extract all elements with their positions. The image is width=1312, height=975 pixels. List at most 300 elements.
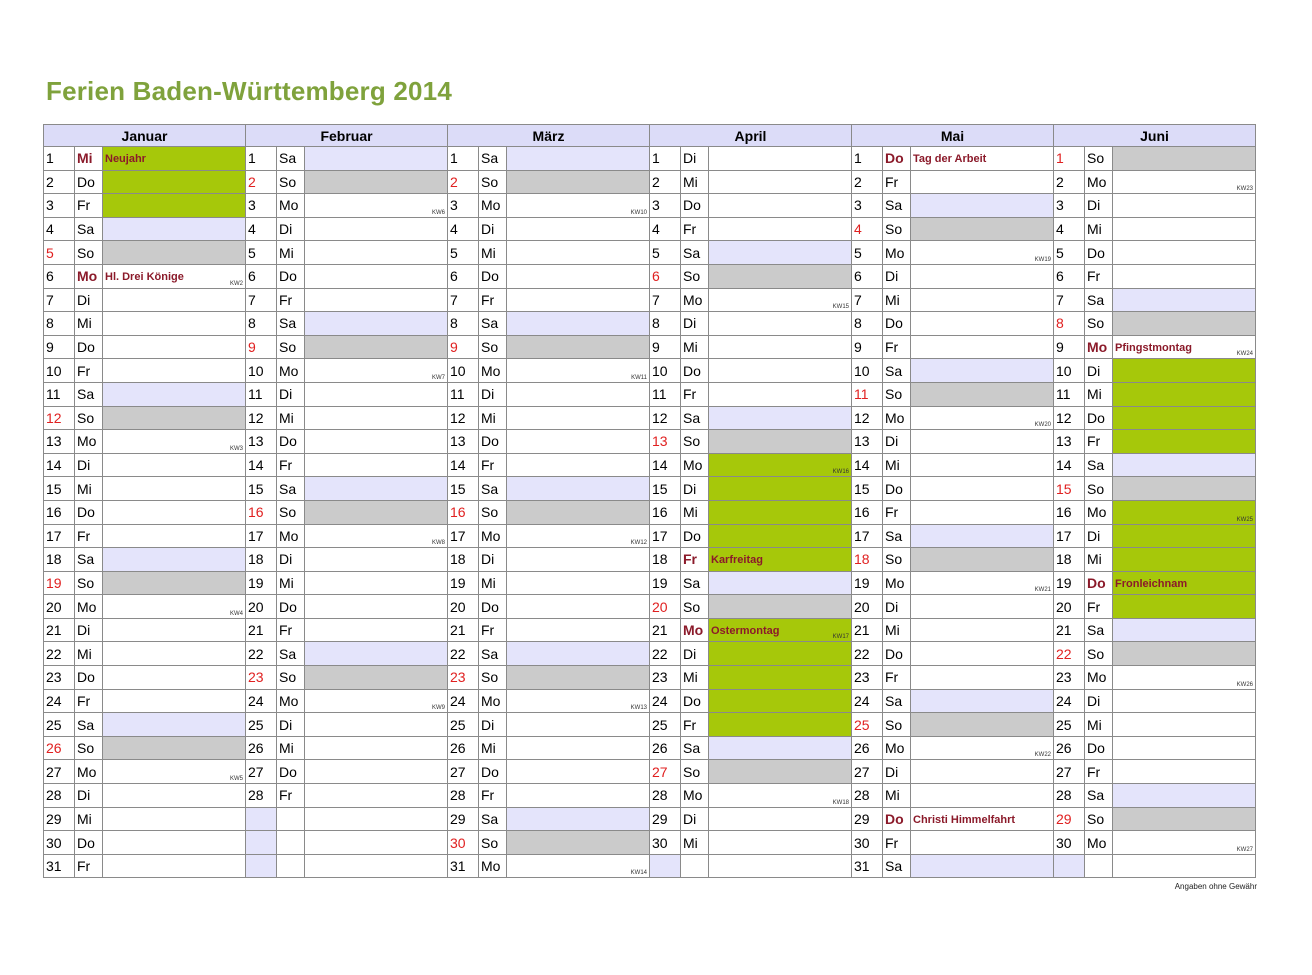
day-note-cell <box>305 689 448 713</box>
day-note-cell <box>305 335 448 359</box>
day-number: 3 <box>852 194 883 218</box>
table-row <box>44 194 1256 218</box>
day-number: 4 <box>448 217 479 241</box>
holiday-label: Pfingstmontag <box>1115 341 1192 354</box>
day-note-cell <box>103 571 246 595</box>
day-note-cell <box>103 666 246 690</box>
weekday: Sa <box>479 312 507 336</box>
day-note-cell <box>103 241 246 265</box>
weekday: Sa <box>75 713 103 737</box>
day-number: 22 <box>852 642 883 666</box>
day-number: 4 <box>650 217 681 241</box>
day-number: 8 <box>448 312 479 336</box>
day-note-cell <box>305 312 448 336</box>
calendar-week-label: KW22 <box>1034 752 1051 759</box>
day-note-cell <box>911 760 1054 784</box>
day-note-cell <box>103 713 246 737</box>
day-note-cell <box>911 147 1054 171</box>
day-note-cell <box>507 854 650 878</box>
day-note-cell <box>305 147 448 171</box>
day-number: 11 <box>650 382 681 406</box>
day-note-cell <box>911 170 1054 194</box>
day-number: 13 <box>44 430 75 454</box>
day-note-cell <box>507 453 650 477</box>
day-note-cell <box>911 666 1054 690</box>
day-note-cell <box>709 430 852 454</box>
day-number <box>246 831 277 855</box>
day-note-cell <box>507 430 650 454</box>
day-number: 24 <box>44 689 75 713</box>
day-note-cell <box>911 477 1054 501</box>
day-number: 19 <box>448 571 479 595</box>
day-note-cell <box>507 406 650 430</box>
weekday: Mo <box>681 288 709 312</box>
weekday: Mo <box>479 524 507 548</box>
day-note-cell <box>709 784 852 808</box>
calendar-week-label: KW10 <box>630 209 647 216</box>
calendar-week-label: KW13 <box>630 705 647 712</box>
day-number: 18 <box>650 548 681 572</box>
day-number: 27 <box>650 760 681 784</box>
day-note-cell <box>1113 595 1256 619</box>
weekday: Mi <box>479 736 507 760</box>
day-number: 4 <box>246 217 277 241</box>
weekday <box>277 854 305 878</box>
day-note-cell <box>305 642 448 666</box>
day-note-cell <box>507 831 650 855</box>
weekday: Mo <box>479 359 507 383</box>
day-number: 14 <box>650 453 681 477</box>
holiday-label: Neujahr <box>105 153 146 165</box>
day-note-cell <box>911 382 1054 406</box>
day-note-cell <box>103 831 246 855</box>
weekday: Di <box>681 807 709 831</box>
day-note-cell <box>1113 335 1256 359</box>
weekday: Mi <box>75 477 103 501</box>
day-number: 3 <box>44 194 75 218</box>
day-number: 5 <box>246 241 277 265</box>
holiday-label: Ostermontag <box>711 624 780 637</box>
day-note-cell <box>1113 264 1256 288</box>
day-number: 15 <box>1054 477 1085 501</box>
table-row <box>44 430 1256 454</box>
day-note-cell <box>1113 689 1256 713</box>
day-note-cell <box>507 194 650 218</box>
day-number: 3 <box>650 194 681 218</box>
page-title: Ferien Baden-Württemberg 2014 <box>46 76 453 106</box>
day-note-cell <box>1113 548 1256 572</box>
calendar-week-label: KW21 <box>1034 587 1051 594</box>
calendar-week-label: KW3 <box>229 445 243 452</box>
day-number: 30 <box>852 831 883 855</box>
weekday: Mo <box>1085 666 1113 690</box>
table-row <box>44 406 1256 430</box>
weekday: Mo <box>681 618 709 642</box>
day-note-cell <box>709 147 852 171</box>
day-note-cell <box>507 689 650 713</box>
weekday: So <box>681 595 709 619</box>
day-number: 7 <box>1054 288 1085 312</box>
holiday-label: Christi Himmelfahrt <box>913 813 1016 826</box>
day-note-cell <box>1113 524 1256 548</box>
weekday: Di <box>75 784 103 808</box>
day-note-cell <box>305 170 448 194</box>
day-number: 14 <box>448 453 479 477</box>
table-row <box>44 382 1256 406</box>
day-number: 17 <box>852 524 883 548</box>
weekday <box>277 807 305 831</box>
weekday: Fr <box>1085 760 1113 784</box>
day-note-cell <box>507 477 650 501</box>
day-note-cell <box>911 854 1054 878</box>
day-number <box>650 854 681 878</box>
day-note-cell <box>1113 430 1256 454</box>
day-note-cell <box>507 312 650 336</box>
day-note-cell <box>305 807 448 831</box>
day-number: 12 <box>448 406 479 430</box>
day-number: 2 <box>246 170 277 194</box>
weekday: Mo <box>75 595 103 619</box>
day-number: 25 <box>852 713 883 737</box>
weekday: Fr <box>75 194 103 218</box>
day-note-cell <box>709 264 852 288</box>
day-number: 24 <box>246 689 277 713</box>
weekday: Mo <box>1085 831 1113 855</box>
day-note-cell <box>103 854 246 878</box>
weekday: Mi <box>277 406 305 430</box>
weekday: Mi <box>681 831 709 855</box>
table-row <box>44 312 1256 336</box>
day-note-cell <box>709 241 852 265</box>
calendar-week-label: KW4 <box>229 610 243 617</box>
day-number: 24 <box>650 689 681 713</box>
day-number: 3 <box>1054 194 1085 218</box>
weekday: Do <box>75 831 103 855</box>
day-number: 12 <box>852 406 883 430</box>
weekday: Mi <box>883 288 911 312</box>
month-header-0: Januar <box>44 125 246 147</box>
day-number: 9 <box>44 335 75 359</box>
day-note-cell <box>507 288 650 312</box>
day-note-cell <box>507 736 650 760</box>
weekday: Sa <box>883 524 911 548</box>
day-number: 14 <box>246 453 277 477</box>
day-number: 20 <box>448 595 479 619</box>
weekday: Do <box>883 312 911 336</box>
day-note-cell <box>1113 217 1256 241</box>
day-note-cell <box>305 713 448 737</box>
day-note-cell <box>305 382 448 406</box>
day-number: 26 <box>44 736 75 760</box>
month-header-2: März <box>448 125 650 147</box>
day-note-cell <box>103 170 246 194</box>
weekday: Do <box>479 595 507 619</box>
weekday: Mo <box>883 406 911 430</box>
day-note-cell <box>305 264 448 288</box>
day-number: 21 <box>650 618 681 642</box>
day-note-cell <box>709 618 852 642</box>
weekday: Di <box>479 713 507 737</box>
day-number: 23 <box>44 666 75 690</box>
weekday: Di <box>75 453 103 477</box>
day-number: 30 <box>44 831 75 855</box>
day-number: 31 <box>448 854 479 878</box>
table-row <box>44 807 1256 831</box>
weekday: Fr <box>479 453 507 477</box>
day-note-cell <box>911 642 1054 666</box>
weekday: Fr <box>479 288 507 312</box>
weekday: So <box>1085 312 1113 336</box>
weekday: Mo <box>1085 170 1113 194</box>
day-note-cell <box>305 217 448 241</box>
day-note-cell <box>709 807 852 831</box>
day-note-cell <box>507 500 650 524</box>
table-row <box>44 595 1256 619</box>
month-header-3: April <box>650 125 852 147</box>
day-number: 12 <box>650 406 681 430</box>
weekday: Mo <box>277 194 305 218</box>
weekday: Sa <box>681 736 709 760</box>
table-row <box>44 760 1256 784</box>
day-number: 27 <box>448 760 479 784</box>
day-number: 2 <box>1054 170 1085 194</box>
table-row <box>44 288 1256 312</box>
weekday: Mi <box>883 453 911 477</box>
calendar-week-label: KW27 <box>1236 846 1253 853</box>
weekday: Di <box>681 477 709 501</box>
day-note-cell <box>911 453 1054 477</box>
weekday: Mi <box>681 170 709 194</box>
day-note-cell <box>103 406 246 430</box>
year-calendar-table <box>43 124 1256 878</box>
day-note-cell <box>507 147 650 171</box>
day-note-cell <box>507 524 650 548</box>
day-note-cell <box>305 453 448 477</box>
day-note-cell <box>1113 807 1256 831</box>
day-number: 16 <box>650 500 681 524</box>
day-number: 22 <box>650 642 681 666</box>
calendar-week-label: KW14 <box>630 870 647 877</box>
weekday: So <box>883 548 911 572</box>
day-note-cell <box>1113 194 1256 218</box>
day-number: 14 <box>852 453 883 477</box>
weekday: So <box>277 666 305 690</box>
weekday: Fr <box>1085 264 1113 288</box>
day-note-cell <box>507 335 650 359</box>
weekday: Do <box>277 595 305 619</box>
calendar-week-label: KW23 <box>1236 186 1253 193</box>
weekday: Di <box>1085 194 1113 218</box>
calendar-week-label: KW26 <box>1236 681 1253 688</box>
day-note-cell <box>103 430 246 454</box>
weekday: Mi <box>883 784 911 808</box>
weekday: Mo <box>75 264 103 288</box>
weekday: Sa <box>479 147 507 171</box>
day-note-cell <box>305 500 448 524</box>
day-note-cell <box>305 784 448 808</box>
weekday <box>277 831 305 855</box>
disclaimer: Angaben ohne Gewähr <box>1174 882 1257 891</box>
weekday: Sa <box>1085 784 1113 808</box>
day-note-cell <box>507 382 650 406</box>
weekday: Mi <box>479 406 507 430</box>
weekday: So <box>1085 642 1113 666</box>
day-number <box>246 807 277 831</box>
weekday: Mo <box>883 571 911 595</box>
weekday: Mo <box>681 784 709 808</box>
weekday: Fr <box>1085 595 1113 619</box>
weekday: Mi <box>883 618 911 642</box>
day-number: 8 <box>1054 312 1085 336</box>
day-number: 23 <box>852 666 883 690</box>
weekday: Fr <box>277 784 305 808</box>
day-number: 6 <box>650 264 681 288</box>
weekday: So <box>277 500 305 524</box>
weekday: Mi <box>681 666 709 690</box>
weekday: Fr <box>75 524 103 548</box>
day-number: 23 <box>1054 666 1085 690</box>
day-note-cell <box>305 477 448 501</box>
day-note-cell <box>103 264 246 288</box>
table-row <box>44 571 1256 595</box>
weekday: Di <box>75 288 103 312</box>
weekday: Do <box>479 760 507 784</box>
day-number: 9 <box>852 335 883 359</box>
weekday: Sa <box>883 194 911 218</box>
day-number: 12 <box>44 406 75 430</box>
weekday: So <box>883 217 911 241</box>
day-note-cell <box>1113 736 1256 760</box>
day-note-cell <box>709 382 852 406</box>
day-number: 21 <box>1054 618 1085 642</box>
day-number: 18 <box>1054 548 1085 572</box>
day-note-cell <box>103 312 246 336</box>
day-note-cell <box>507 666 650 690</box>
weekday: Di <box>883 595 911 619</box>
day-number: 11 <box>1054 382 1085 406</box>
day-note-cell <box>911 241 1054 265</box>
day-number: 15 <box>650 477 681 501</box>
day-note-cell <box>507 217 650 241</box>
day-number: 8 <box>650 312 681 336</box>
weekday: Di <box>75 618 103 642</box>
weekday: Mi <box>1085 382 1113 406</box>
calendar-week-label: KW24 <box>1236 351 1253 358</box>
day-note-cell <box>103 807 246 831</box>
weekday: Sa <box>277 477 305 501</box>
day-note-cell <box>103 784 246 808</box>
day-note-cell <box>911 430 1054 454</box>
weekday: Fr <box>681 217 709 241</box>
day-number: 4 <box>1054 217 1085 241</box>
weekday: Mi <box>75 147 103 171</box>
weekday: Sa <box>75 548 103 572</box>
weekday: Fr <box>277 618 305 642</box>
table-row <box>44 477 1256 501</box>
weekday: So <box>1085 147 1113 171</box>
weekday: Fr <box>883 831 911 855</box>
day-number: 13 <box>246 430 277 454</box>
weekday: Do <box>479 264 507 288</box>
weekday: Do <box>883 642 911 666</box>
day-number: 5 <box>852 241 883 265</box>
day-note-cell <box>305 359 448 383</box>
day-note-cell <box>305 854 448 878</box>
holiday-label: Fronleichnam <box>1115 577 1188 590</box>
day-note-cell <box>305 571 448 595</box>
calendar-week-label: KW18 <box>832 799 849 806</box>
day-note-cell <box>507 571 650 595</box>
day-number: 24 <box>1054 689 1085 713</box>
weekday: So <box>75 571 103 595</box>
day-number: 15 <box>44 477 75 501</box>
day-note-cell <box>911 359 1054 383</box>
weekday: So <box>479 170 507 194</box>
day-note-cell <box>911 736 1054 760</box>
day-number: 9 <box>246 335 277 359</box>
weekday: Do <box>883 147 911 171</box>
day-note-cell <box>507 713 650 737</box>
day-number <box>246 854 277 878</box>
weekday: Sa <box>277 312 305 336</box>
weekday: Mo <box>479 194 507 218</box>
weekday: Di <box>883 760 911 784</box>
day-note-cell <box>103 477 246 501</box>
day-note-cell <box>911 548 1054 572</box>
day-note-cell <box>1113 618 1256 642</box>
day-number: 25 <box>1054 713 1085 737</box>
weekday: Fr <box>883 170 911 194</box>
weekday: Mo <box>277 359 305 383</box>
calendar-week-label: KW15 <box>832 304 849 311</box>
weekday: Do <box>883 807 911 831</box>
day-note-cell <box>709 760 852 784</box>
day-note-cell <box>911 264 1054 288</box>
day-note-cell <box>709 194 852 218</box>
calendar-week-label: KW9 <box>431 705 445 712</box>
day-number: 1 <box>852 147 883 171</box>
day-note-cell <box>911 524 1054 548</box>
day-number: 12 <box>246 406 277 430</box>
day-number: 2 <box>650 170 681 194</box>
day-number: 22 <box>448 642 479 666</box>
day-note-cell <box>305 288 448 312</box>
weekday: Mi <box>1085 713 1113 737</box>
day-note-cell <box>1113 642 1256 666</box>
calendar-week-label: KW6 <box>431 209 445 216</box>
day-number: 9 <box>448 335 479 359</box>
weekday: Do <box>883 477 911 501</box>
table-row <box>44 736 1256 760</box>
day-number: 21 <box>448 618 479 642</box>
weekday: So <box>277 335 305 359</box>
day-number: 2 <box>448 170 479 194</box>
weekday: Do <box>277 760 305 784</box>
day-note-cell <box>507 784 650 808</box>
weekday: Mo <box>479 854 507 878</box>
day-note-cell <box>709 335 852 359</box>
weekday: Mi <box>75 642 103 666</box>
day-note-cell <box>911 571 1054 595</box>
day-number: 29 <box>44 807 75 831</box>
weekday: Mo <box>1085 500 1113 524</box>
day-number: 27 <box>852 760 883 784</box>
weekday: Fr <box>883 666 911 690</box>
weekday: So <box>883 713 911 737</box>
day-number: 19 <box>852 571 883 595</box>
weekday: Do <box>75 170 103 194</box>
day-note-cell <box>103 760 246 784</box>
